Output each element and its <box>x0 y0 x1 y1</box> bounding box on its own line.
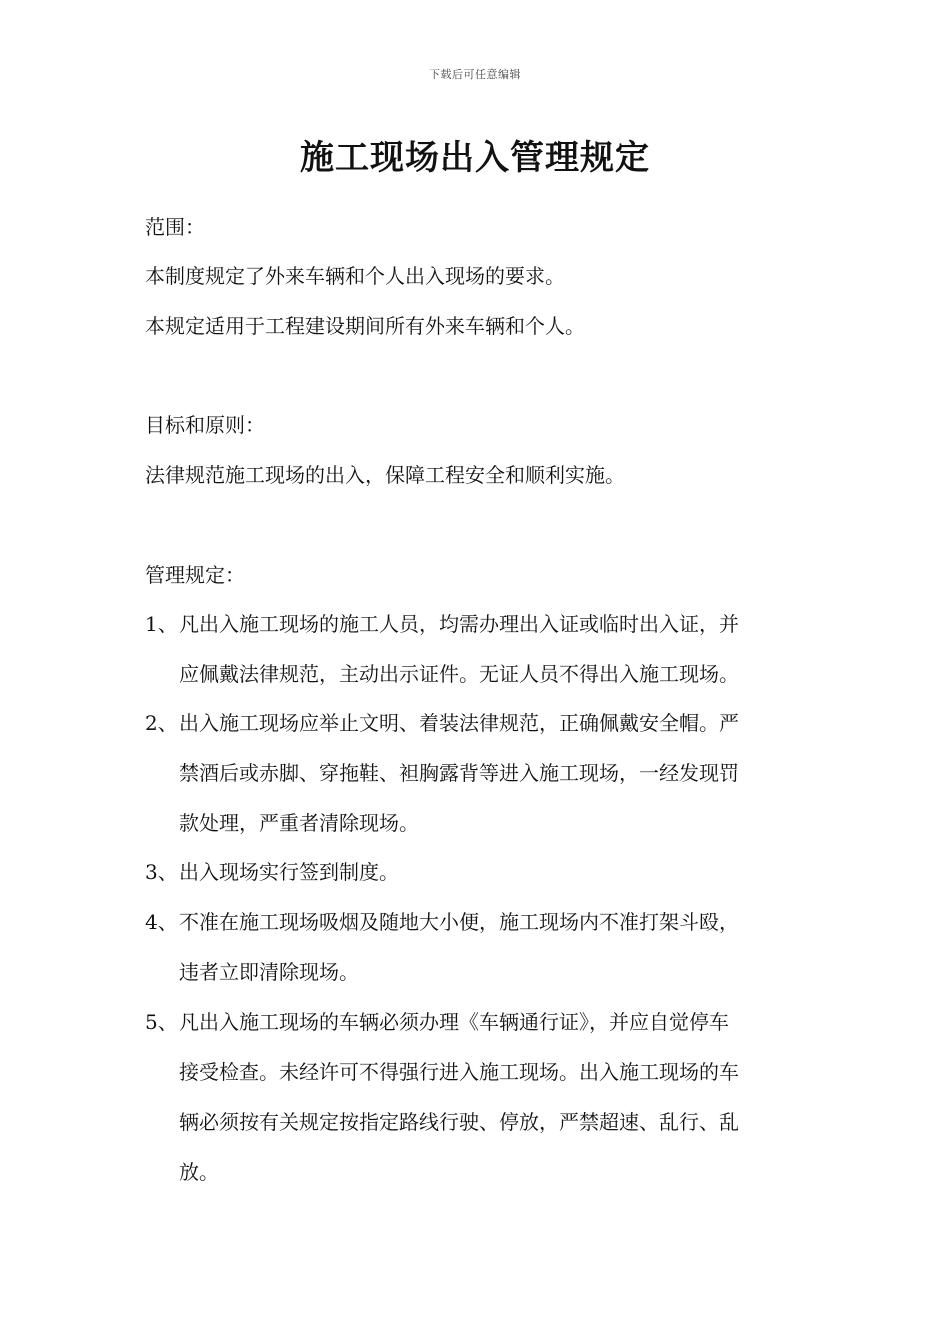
scope-line: 本规定适用于工程建设期间所有外来车辆和个人。 <box>145 314 585 338</box>
scope-line: 本制度规定了外来车辆和个人出入现场的要求。 <box>145 264 565 288</box>
document-title: 施工现场出入管理规定 <box>300 138 650 178</box>
rule-line: 违者立即清除现场。 <box>179 960 359 984</box>
rule-line: 禁酒后或赤脚、穿拖鞋、袒胸露背等进入施工现场，一经发现罚 <box>179 761 739 785</box>
rule-number: 4、 <box>145 910 178 934</box>
rule-line: 接受检查。未经许可不得强行进入施工现场。出入施工现场的车 <box>179 1060 739 1084</box>
rule-line: 放。 <box>179 1160 219 1184</box>
goals-heading: 目标和原则： <box>145 413 265 437</box>
rule-line: 出入施工现场应举止文明、着装法律规范，正确佩戴安全帽。严 <box>179 711 739 735</box>
rules-heading: 管理规定： <box>145 563 245 587</box>
rule-number: 1、 <box>145 612 178 636</box>
rule-line: 款处理，严重者清除现场。 <box>179 811 419 835</box>
rule-line: 出入现场实行签到制度。 <box>179 860 399 884</box>
rule-line: 不准在施工现场吸烟及随地大小便，施工现场内不准打架斗殴， <box>179 910 739 934</box>
scope-heading: 范围： <box>145 215 205 239</box>
header-note: 下载后可任意编辑 <box>429 68 521 81</box>
rule-line: 凡出入施工现场的施工人员，均需办理出入证或临时出入证，并 <box>179 612 739 636</box>
goals-line: 法律规范施工现场的出入，保障工程安全和顺利实施。 <box>145 463 625 487</box>
rule-line: 辆必须按有关规定按指定路线行驶、停放，严禁超速、乱行、乱 <box>179 1110 739 1134</box>
rule-line: 应佩戴法律规范，主动出示证件。无证人员不得出入施工现场。 <box>179 662 739 686</box>
rule-number: 2、 <box>145 711 178 735</box>
rule-line: 凡出入施工现场的车辆必须办理《车辆通行证》，并应自觉停车 <box>179 1010 729 1034</box>
rule-number: 3、 <box>145 860 178 884</box>
rule-number: 5、 <box>145 1010 178 1034</box>
